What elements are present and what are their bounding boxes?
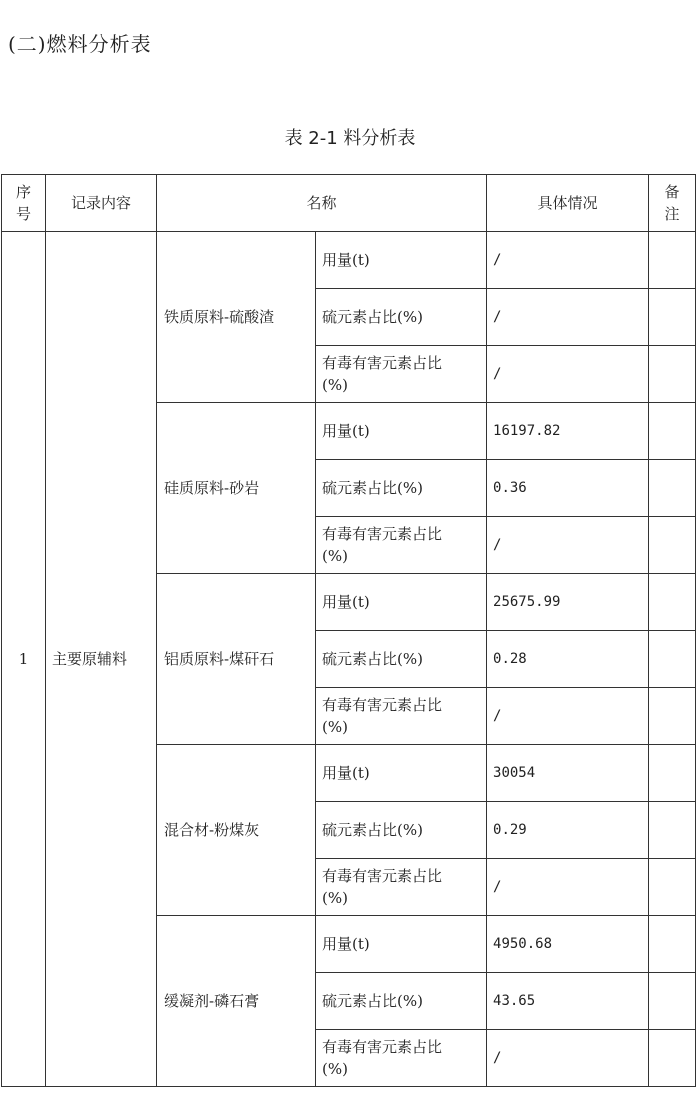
- section-heading: (二)燃料分析表: [8, 32, 152, 56]
- note-cell: [649, 631, 696, 688]
- note-cell: [649, 802, 696, 859]
- note-cell: [649, 859, 696, 916]
- item-label-toxic: 有毒有害元素占比 (%): [316, 688, 487, 745]
- row-index-cell: 1: [2, 232, 46, 1087]
- record-content-cell: 主要原辅料: [46, 232, 157, 1087]
- value-cell-usage: /: [487, 232, 649, 289]
- item-label-usage: 用量(t): [316, 745, 487, 802]
- material-name-cell: 硅质原料-砂岩: [157, 403, 316, 574]
- value-cell-toxic: /: [487, 346, 649, 403]
- header-index: 序 号: [2, 175, 46, 232]
- value-cell-toxic: /: [487, 517, 649, 574]
- value-cell-sulfur: 0.36: [487, 460, 649, 517]
- item-label-sulfur: 硫元素占比(%): [316, 802, 487, 859]
- value-cell-toxic: /: [487, 1030, 649, 1087]
- material-name-cell: 混合材-粉煤灰: [157, 745, 316, 916]
- item-label-sulfur: 硫元素占比(%): [316, 460, 487, 517]
- value-cell-sulfur: 0.28: [487, 631, 649, 688]
- header-note: 备 注: [649, 175, 696, 232]
- note-cell: [649, 1030, 696, 1087]
- note-cell: [649, 460, 696, 517]
- item-label-toxic: 有毒有害元素占比 (%): [316, 517, 487, 574]
- value-cell-usage: 30054: [487, 745, 649, 802]
- material-name-cell: 铝质原料-煤矸石: [157, 574, 316, 745]
- value-cell-sulfur: /: [487, 289, 649, 346]
- table-row: [2, 232, 696, 289]
- table-header-row: [2, 175, 696, 232]
- value-cell-usage: 4950.68: [487, 916, 649, 973]
- item-label-sulfur: 硫元素占比(%): [316, 973, 487, 1030]
- item-label-sulfur: 硫元素占比(%): [316, 631, 487, 688]
- table-caption: 表 2-1 料分析表: [284, 128, 416, 149]
- note-cell: [649, 973, 696, 1030]
- note-cell: [649, 232, 696, 289]
- note-cell: [649, 346, 696, 403]
- item-label-usage: 用量(t): [316, 232, 487, 289]
- value-cell-toxic: /: [487, 688, 649, 745]
- note-cell: [649, 916, 696, 973]
- note-cell: [649, 745, 696, 802]
- header-detail: 具体情况: [487, 175, 649, 232]
- value-cell-sulfur: 0.29: [487, 802, 649, 859]
- item-label-toxic: 有毒有害元素占比 (%): [316, 346, 487, 403]
- header-name: 名称: [157, 175, 487, 232]
- material-name-cell: 缓凝剂-磷石膏: [157, 916, 316, 1087]
- note-cell: [649, 517, 696, 574]
- item-label-toxic: 有毒有害元素占比 (%): [316, 1030, 487, 1087]
- value-cell-toxic: /: [487, 859, 649, 916]
- item-label-sulfur: 硫元素占比(%): [316, 289, 487, 346]
- value-cell-usage: 25675.99: [487, 574, 649, 631]
- item-label-usage: 用量(t): [316, 403, 487, 460]
- header-record: 记录内容: [46, 175, 157, 232]
- material-name-cell: 铁质原料-硫酸渣: [157, 232, 316, 403]
- note-cell: [649, 574, 696, 631]
- note-cell: [649, 403, 696, 460]
- fuel-analysis-table: [1, 174, 696, 1087]
- value-cell-sulfur: 43.65: [487, 973, 649, 1030]
- item-label-toxic: 有毒有害元素占比 (%): [316, 859, 487, 916]
- note-cell: [649, 289, 696, 346]
- value-cell-usage: 16197.82: [487, 403, 649, 460]
- item-label-usage: 用量(t): [316, 574, 487, 631]
- note-cell: [649, 688, 696, 745]
- item-label-usage: 用量(t): [316, 916, 487, 973]
